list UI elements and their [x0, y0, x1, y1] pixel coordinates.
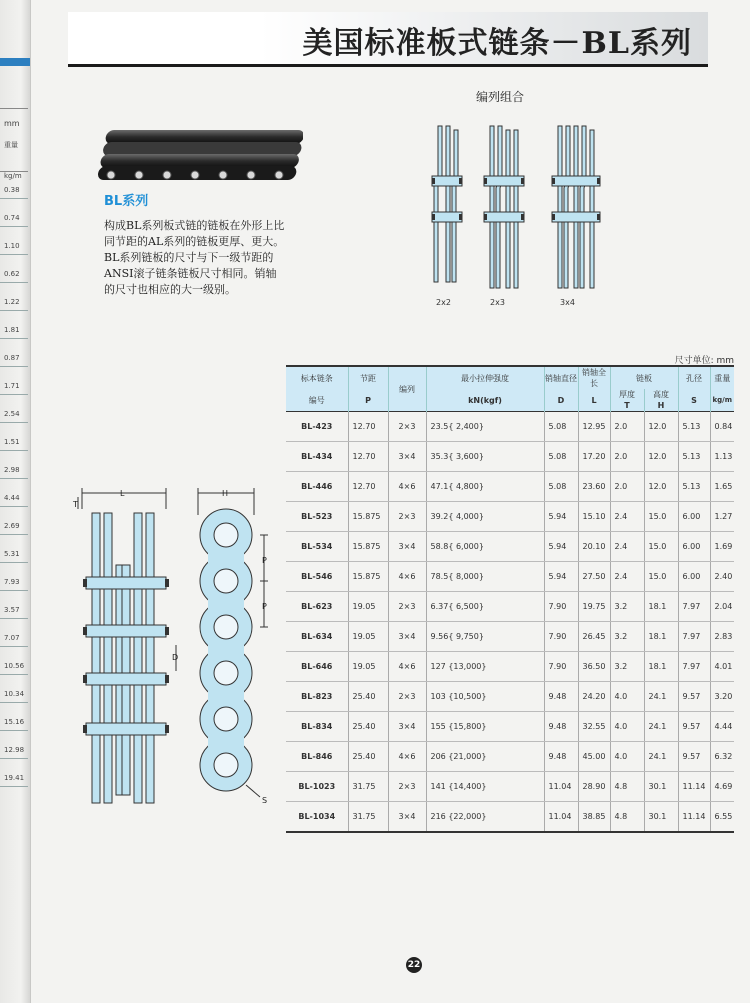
cell-weight: 2.83: [710, 622, 734, 652]
cell-pin-len: 38.85: [578, 802, 610, 833]
cell-pitch: 15.875: [348, 562, 388, 592]
table-row: [286, 772, 734, 802]
description-line: 构成BL系列板式链的链板在外形上比: [104, 219, 285, 232]
left-page-rule: [0, 758, 28, 759]
cell-pin-len: 24.20: [578, 682, 610, 712]
left-page-blue-band: [0, 58, 30, 66]
cell-lacing: 2×3: [388, 682, 426, 712]
dim-label-H: H: [222, 489, 229, 498]
cell-hole: 9.57: [678, 742, 710, 772]
left-page-rule: [0, 562, 28, 563]
dim-label-P1: P: [262, 556, 267, 565]
cell-height: 24.1: [644, 682, 678, 712]
cell-lacing: 4×6: [388, 562, 426, 592]
cell-thick: 2.4: [610, 502, 644, 532]
table-row: [286, 442, 734, 472]
left-page-weight-unit: kg/m: [4, 172, 22, 180]
cell-pin-dia: 5.94: [544, 562, 578, 592]
left-page-value: 10.56: [4, 662, 25, 670]
cell-pin-dia: 9.48: [544, 712, 578, 742]
cell-hole: 6.00: [678, 532, 710, 562]
left-page-rule: [0, 394, 28, 395]
dim-label-P2: P: [262, 602, 267, 611]
cell-pin-len: 15.10: [578, 502, 610, 532]
cell-lacing: 2×3: [388, 412, 426, 442]
col-subheader-chain: 编号: [286, 389, 348, 412]
col-subheader-pitch: P: [348, 389, 388, 412]
left-page-rule: [0, 310, 28, 311]
cell-pin-len: 36.50: [578, 652, 610, 682]
table-row: [286, 472, 734, 502]
thick-label: 厚度: [619, 390, 635, 399]
left-page-rule: [0, 674, 28, 675]
left-page-value: 1.10: [4, 242, 20, 250]
col-header-pitch: 节距: [348, 366, 388, 389]
col-subheader-thick: [610, 389, 644, 412]
cell-hole: 7.97: [678, 652, 710, 682]
left-page-value: 10.34: [4, 690, 25, 698]
cell-hole: 7.97: [678, 592, 710, 622]
height-symbol: H: [657, 401, 665, 410]
description-line: 的尺寸也相应的大一级别。: [104, 283, 236, 296]
table-row: [286, 742, 734, 772]
left-page-value: 0.38: [4, 186, 20, 194]
table-row: [286, 532, 734, 562]
cell-height: 18.1: [644, 652, 678, 682]
cell-weight: 1.13: [710, 442, 734, 472]
table-row: [286, 592, 734, 622]
left-page-rule: [0, 226, 28, 227]
left-page-value: 1.71: [4, 382, 20, 390]
col-subheader-height: [644, 389, 678, 412]
cell-strength: 35.3{ 3,600}: [426, 442, 544, 472]
cell-pin-dia: 5.08: [544, 412, 578, 442]
cell-pin-len: 20.10: [578, 532, 610, 562]
table-row: [286, 652, 734, 682]
cell-lacing: 3×4: [388, 532, 426, 562]
cell-hole: 5.13: [678, 472, 710, 502]
cell-pin-len: 26.45: [578, 622, 610, 652]
cell-weight: 3.20: [710, 682, 734, 712]
dimension-drawing: [70, 485, 280, 805]
cell-strength: 78.5{ 8,000}: [426, 562, 544, 592]
col-subheader-weight: kg/m: [710, 389, 734, 412]
cell-lacing: 2×3: [388, 772, 426, 802]
cell-lacing: 2×3: [388, 592, 426, 622]
cell-pitch: 25.40: [348, 712, 388, 742]
col-header-pin-dia: 销轴直径: [544, 366, 578, 389]
cell-pitch: 12.70: [348, 412, 388, 442]
cell-pin-dia: 9.48: [544, 682, 578, 712]
cell-height: 12.0: [644, 412, 678, 442]
spec-table: [286, 365, 734, 833]
cell-pitch: 25.40: [348, 682, 388, 712]
dim-label-S: S: [262, 796, 268, 805]
combo-label-2x2: 2x2: [436, 298, 451, 307]
cell-strength: 155 {15,800}: [426, 712, 544, 742]
left-page-value: 0.74: [4, 214, 20, 222]
cell-pin-dia: 5.08: [544, 472, 578, 502]
left-page-rule: [0, 338, 28, 339]
cell-pin-dia: 9.48: [544, 742, 578, 772]
left-page-rule: [0, 478, 28, 479]
cell-strength: 127 {13,000}: [426, 652, 544, 682]
dim-label-T: T: [73, 500, 78, 509]
left-page-rule: [0, 506, 28, 507]
left-page-value: 4.44: [4, 494, 20, 502]
cell-lacing: 4×6: [388, 742, 426, 772]
left-page-value: 3.57: [4, 606, 20, 614]
left-page-value: 12.98: [4, 746, 25, 754]
cell-hole: 11.14: [678, 772, 710, 802]
cell-pin-len: 12.95: [578, 412, 610, 442]
col-header-plate: 链板: [610, 366, 678, 389]
table-row: [286, 412, 734, 442]
left-page-value: 2.54: [4, 410, 20, 418]
left-page-rule: [0, 282, 28, 283]
left-page-edge: [0, 0, 31, 1003]
left-page-rule: [0, 646, 28, 647]
cell-pitch: 19.05: [348, 652, 388, 682]
cell-thick: 3.2: [610, 652, 644, 682]
cell-thick: 4.8: [610, 772, 644, 802]
cell-lacing: 3×4: [388, 802, 426, 833]
cell-pin-dia: 7.90: [544, 622, 578, 652]
cell-pin-dia: 5.94: [544, 502, 578, 532]
left-page-rule: [0, 590, 28, 591]
cell-chain-no: BL-434: [286, 442, 348, 472]
cell-height: 30.1: [644, 772, 678, 802]
chain-photo: [93, 122, 303, 188]
col-header-strength: 最小拉伸强度: [426, 366, 544, 389]
cell-height: 24.1: [644, 742, 678, 772]
cell-hole: 6.00: [678, 562, 710, 592]
left-page-value: 19.41: [4, 774, 25, 782]
left-page-value: 0.87: [4, 354, 20, 362]
cell-chain-no: BL-846: [286, 742, 348, 772]
cell-height: 12.0: [644, 442, 678, 472]
left-page-value: 2.98: [4, 466, 20, 474]
cell-strength: 47.1{ 4,800}: [426, 472, 544, 502]
col-header-weight: 重量: [710, 366, 734, 389]
cell-pin-dia: 11.04: [544, 772, 578, 802]
left-page-unit: mm: [4, 119, 20, 128]
cell-weight: 2.40: [710, 562, 734, 592]
cell-hole: 6.00: [678, 502, 710, 532]
cell-chain-no: BL-623: [286, 592, 348, 622]
cell-weight: 4.01: [710, 652, 734, 682]
cell-weight: 4.44: [710, 712, 734, 742]
cell-lacing: 3×4: [388, 622, 426, 652]
cell-thick: 4.8: [610, 802, 644, 833]
left-page-rule: [0, 254, 28, 255]
cell-chain-no: BL-646: [286, 652, 348, 682]
cell-chain-no: BL-534: [286, 532, 348, 562]
description: [104, 218, 314, 298]
cell-pitch: 15.875: [348, 532, 388, 562]
left-page-value: 5.31: [4, 550, 20, 558]
col-header-pin-len: 销轴全长: [578, 366, 610, 389]
left-page-value: 7.07: [4, 634, 20, 642]
table-row: [286, 622, 734, 652]
cell-hole: 9.57: [678, 682, 710, 712]
cell-pin-dia: 7.90: [544, 652, 578, 682]
left-page-rule: [0, 786, 28, 787]
cell-weight: 1.65: [710, 472, 734, 502]
cell-height: 15.0: [644, 502, 678, 532]
cell-pitch: 15.875: [348, 502, 388, 532]
cell-chain-no: BL-823: [286, 682, 348, 712]
thick-symbol: T: [624, 401, 630, 410]
cell-pin-len: 28.90: [578, 772, 610, 802]
cell-pitch: 31.75: [348, 772, 388, 802]
cell-chain-no: BL-423: [286, 412, 348, 442]
cell-height: 18.1: [644, 622, 678, 652]
cell-hole: 5.13: [678, 442, 710, 472]
cell-lacing: 4×6: [388, 472, 426, 502]
cell-chain-no: BL-1023: [286, 772, 348, 802]
lacing-combinations: [420, 120, 620, 307]
combo-label-2x3: 2x3: [490, 298, 505, 307]
cell-chain-no: BL-546: [286, 562, 348, 592]
table-row: [286, 562, 734, 592]
description-line: 同节距的AL系列的链板更厚、更大。: [104, 235, 285, 248]
cell-chain-no: BL-523: [286, 502, 348, 532]
cell-pitch: 12.70: [348, 472, 388, 502]
cell-thick: 4.0: [610, 742, 644, 772]
cell-pin-len: 32.55: [578, 712, 610, 742]
cell-chain-no: BL-634: [286, 622, 348, 652]
left-page-rule: [0, 618, 28, 619]
description-line: ANSI滚子链条链板尺寸相同。销轴: [104, 267, 277, 280]
cell-chain-no: BL-1034: [286, 802, 348, 833]
col-header-chain: 标本链条: [286, 366, 348, 389]
cell-hole: 7.97: [678, 622, 710, 652]
table-row: [286, 712, 734, 742]
left-page-rule: [0, 534, 28, 535]
cell-pin-dia: 5.94: [544, 532, 578, 562]
cell-hole: 5.13: [678, 412, 710, 442]
cell-pin-len: 27.50: [578, 562, 610, 592]
lacing-combination-drawing: [420, 120, 620, 295]
cell-strength: 103 {10,500}: [426, 682, 544, 712]
cell-strength: 39.2{ 4,000}: [426, 502, 544, 532]
cell-pitch: 25.40: [348, 742, 388, 772]
combo-section-title: 编列组合: [476, 90, 525, 104]
cell-thick: 2.0: [610, 442, 644, 472]
cell-pitch: 19.05: [348, 622, 388, 652]
cell-pin-dia: 5.08: [544, 442, 578, 472]
left-page-weight-header: 重量: [4, 141, 18, 149]
left-page-rule: [0, 450, 28, 451]
cell-height: 24.1: [644, 712, 678, 742]
cell-weight: 1.69: [710, 532, 734, 562]
unit-label: 尺寸单位: mm: [674, 356, 734, 366]
left-page-value: 1.22: [4, 298, 20, 306]
title-bar: [68, 12, 708, 67]
cell-thick: 2.0: [610, 412, 644, 442]
cell-hole: 9.57: [678, 712, 710, 742]
col-subheader-pin-dia: D: [544, 389, 578, 412]
cell-height: 15.0: [644, 562, 678, 592]
table-row: [286, 682, 734, 712]
table-row: [286, 502, 734, 532]
col-subheader-strength: kN(kgf): [426, 389, 544, 412]
cell-strength: 216 {22,000}: [426, 802, 544, 833]
cell-chain-no: BL-446: [286, 472, 348, 502]
cell-weight: 2.04: [710, 592, 734, 622]
col-header-lacing: 编列: [388, 366, 426, 412]
cell-height: 30.1: [644, 802, 678, 833]
cell-lacing: 2×3: [388, 502, 426, 532]
cell-height: 18.1: [644, 592, 678, 622]
left-page-rule: [0, 198, 28, 199]
col-header-hole: 孔径: [678, 366, 710, 389]
dim-label-L: L: [120, 489, 125, 498]
left-page-value: 1.51: [4, 438, 20, 446]
left-page-value: 0.62: [4, 270, 20, 278]
series-heading: BL系列: [104, 194, 149, 209]
cell-strength: 141 {14,400}: [426, 772, 544, 802]
description-line: BL系列链板的尺寸与下一级节距的: [104, 251, 274, 264]
left-page-rule: [0, 702, 28, 703]
cell-thick: 2.4: [610, 562, 644, 592]
col-subheader-pin-len: L: [578, 389, 610, 412]
cell-pitch: 19.05: [348, 592, 388, 622]
left-page-value: 15.16: [4, 718, 25, 726]
cell-pin-len: 17.20: [578, 442, 610, 472]
cell-thick: 3.2: [610, 622, 644, 652]
cell-strength: 23.5{ 2,400}: [426, 412, 544, 442]
cell-weight: 6.55: [710, 802, 734, 833]
cell-pin-len: 19.75: [578, 592, 610, 622]
dim-label-D: D: [172, 653, 179, 662]
cell-weight: 6.32: [710, 742, 734, 772]
table-row: [286, 802, 734, 833]
cell-pin-len: 23.60: [578, 472, 610, 502]
cell-height: 15.0: [644, 532, 678, 562]
cell-strength: 6.37{ 6,500}: [426, 592, 544, 622]
left-page-rule: [0, 366, 28, 367]
left-page-rule: [0, 422, 28, 423]
left-page-value: 2.69: [4, 522, 20, 530]
cell-pitch: 12.70: [348, 442, 388, 472]
cell-pin-dia: 11.04: [544, 802, 578, 833]
cell-weight: 0.84: [710, 412, 734, 442]
cell-pitch: 31.75: [348, 802, 388, 833]
page-number: 22: [406, 957, 422, 973]
cell-chain-no: BL-834: [286, 712, 348, 742]
cell-thick: 2.4: [610, 532, 644, 562]
cell-lacing: 4×6: [388, 652, 426, 682]
cell-thick: 3.2: [610, 592, 644, 622]
cell-pin-dia: 7.90: [544, 592, 578, 622]
cell-height: 12.0: [644, 472, 678, 502]
cell-thick: 4.0: [610, 682, 644, 712]
combo-label-3x4: 3x4: [560, 298, 575, 307]
left-page-rule: [0, 730, 28, 731]
cell-hole: 11.14: [678, 802, 710, 833]
left-page-value: 7.93: [4, 578, 20, 586]
cell-pin-len: 45.00: [578, 742, 610, 772]
cell-thick: 4.0: [610, 712, 644, 742]
cell-strength: 58.8{ 6,000}: [426, 532, 544, 562]
cell-strength: 206 {21,000}: [426, 742, 544, 772]
cell-thick: 2.0: [610, 472, 644, 502]
cell-strength: 9.56{ 9,750}: [426, 622, 544, 652]
page-title: 美国标准板式链条－BL系列: [302, 26, 692, 61]
height-label: 高度: [653, 390, 669, 399]
cell-lacing: 3×4: [388, 712, 426, 742]
col-subheader-hole: S: [678, 389, 710, 412]
left-page-value: 1.81: [4, 326, 20, 334]
cell-weight: 1.27: [710, 502, 734, 532]
cell-lacing: 3×4: [388, 442, 426, 472]
cell-weight: 4.69: [710, 772, 734, 802]
